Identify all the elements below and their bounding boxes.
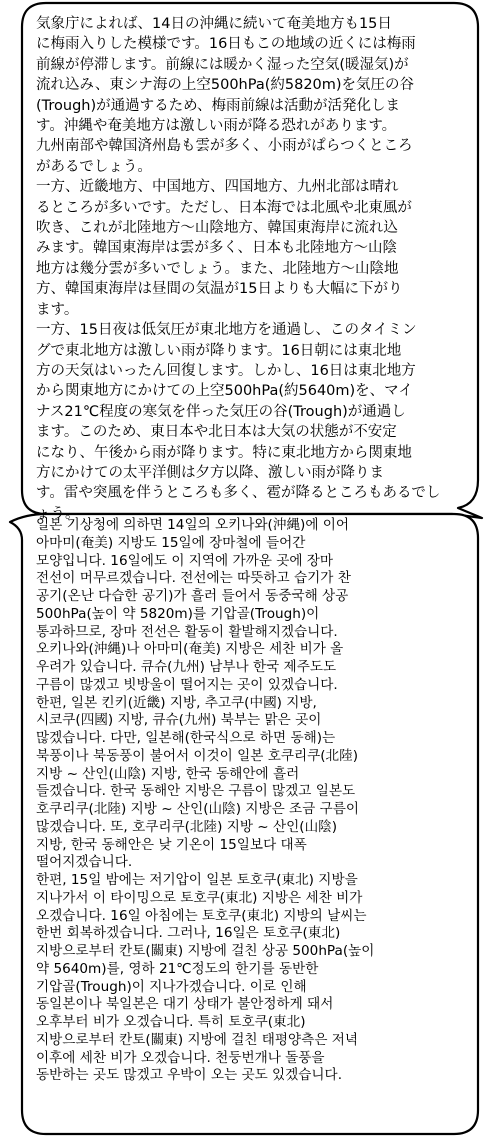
korean-forecast-text: 일본 기상청에 의하면 14일의 오키나와(沖縄)에 이어 아마미(奄美) 지방도 15일에 장마철에 들어간 모양입니다. 16일에도 이 지역에 가까운 곳에 장마 전선이 머무르겠습니다. 전선에는 따뜻하고 습기가 찬 공기(온난 다습한 공기)가 흘러 들어서 동중국해 상공 500hPa(높이 약 5820m)를 기압골(Trough)이 통과하므로, 장마 전선은 활동이 활발해지겠습니다. 오키나와(沖縄)나 아마미(奄美) 지방은 세찬 비가 올 우려가 있습니다. 큐슈(九州) 남부나 한국 제주도도 구름이 많겠고 빗방울이 떨어지는 곳이 있겠습니다. 한편, 일본 킨키(近畿) 지방, 추고쿠(中國) 지방, 시코쿠(四國) 지방, 큐슈(九州) 북부는 맑은 곳이 많겠습니다. 다만, 일본해(한국식으로 하면 동해)는 북풍이나 북동풍이 불어서 이것이 일본 호쿠리쿠(北陸) 지방 ~ 산인(山陰) 지방, 한국 동해안에 흘러 들겠습니다. 한국 동해안 지방은 구름이 많겠고 일본도 호쿠리쿠(北陸) 지방 ~ 산인(山陰) 지방은 조금 구름이 많겠습니다. 또, 호쿠리쿠(北陸) 지방 ~ 산인(山陰) 지방, 한국 동해안은 낮 기온이 15일보다 대폭 떨어지겠습니다. 한편, 15일 밤에는 저기압이 일본 토호쿠(東北) 지방을 지나가서 이 타이밍으로 토호쿠(東北) 지방은 세찬 비가 오겠습니다. 16일 아침에는 토호쿠(東北) 지방의 날씨는 한번 회복하겠습니다. 그러나, 16일은 토호쿠(東北) 지방으로부터 칸토(關東) 지방에 걸친 상공 500hPa(높이 약 5640m)를, 영하 21℃정도의 한기를 동반한 기압골(Trough)이 지나가겠습니다. 이로 인해 동일본이나 북일본은 대기 상태가 불안정하게 돼서 오후부터 비가 오겠습니다. 특히 토호쿠(東北) 지방으로부터 칸토(關東) 지방에 걸친 태평양측은 저녁 이후에 세찬 비가 오겠습니다. 천둥번개나 돌풍을 동반하는 곳도 많겠고 우박이 오는 곳도 있겠습니다. bbox=[36, 517, 375, 1084]
japanese-forecast-text: 気象庁によれば、14日の沖縄に続いて奄美地方も15日 に梅雨入りした模様です。16日もこの地域の近くには梅雨 前線が停滞します。前線には暖かく湿った空気(暖湿気)が 流れ込み、東シナ海の上空500hPa(約5820m)を気圧の谷 (Trough)が通過するため、梅雨前線は活動が活発化しま す。沖縄や奄美地方は激しい雨が降る恐れがあります。 九州南部や韓国済州島も雲が多く、小雨がぱらつくところ があるでしょう。 一方、近畿地方、中国地方、四国地方、九州北部は晴れ るところが多いです。ただし、日本海では北風や北東風が 吹き、これが北陸地方〜山陰地方、韓国東海岸に流れ込 みます。韓国東海岸は雲が多く、日本も北陸地方〜山陰 地方は幾分雲が多いでしょう。また、北陸地方〜山陰地 方、韓国東海岸は昼間の気温が15日よりも大幅に下がり ます。 一方、15日夜は低気圧が東北地方を通過し、このタイミン グで東北地方は激しい雨が降ります。16日朝には東北地 方の天気はいったん回復します。しかし、16日は東北地方 から関東地方にかけての上空500hPa(約5640m)を、マイ ナス21℃程度の寒気を伴った気圧の谷(Trough)が通過し ます。このため、東日本や北日本は大気の状態が不安定 になり、午後から雨が降ります。特に東北地方から関東地 方にかけての太平洋側は夕方以降、激しい雨が降りま す。雷や突風を伴うところも多く、雹が降るところもあるでし ょう。 bbox=[36, 16, 441, 522]
